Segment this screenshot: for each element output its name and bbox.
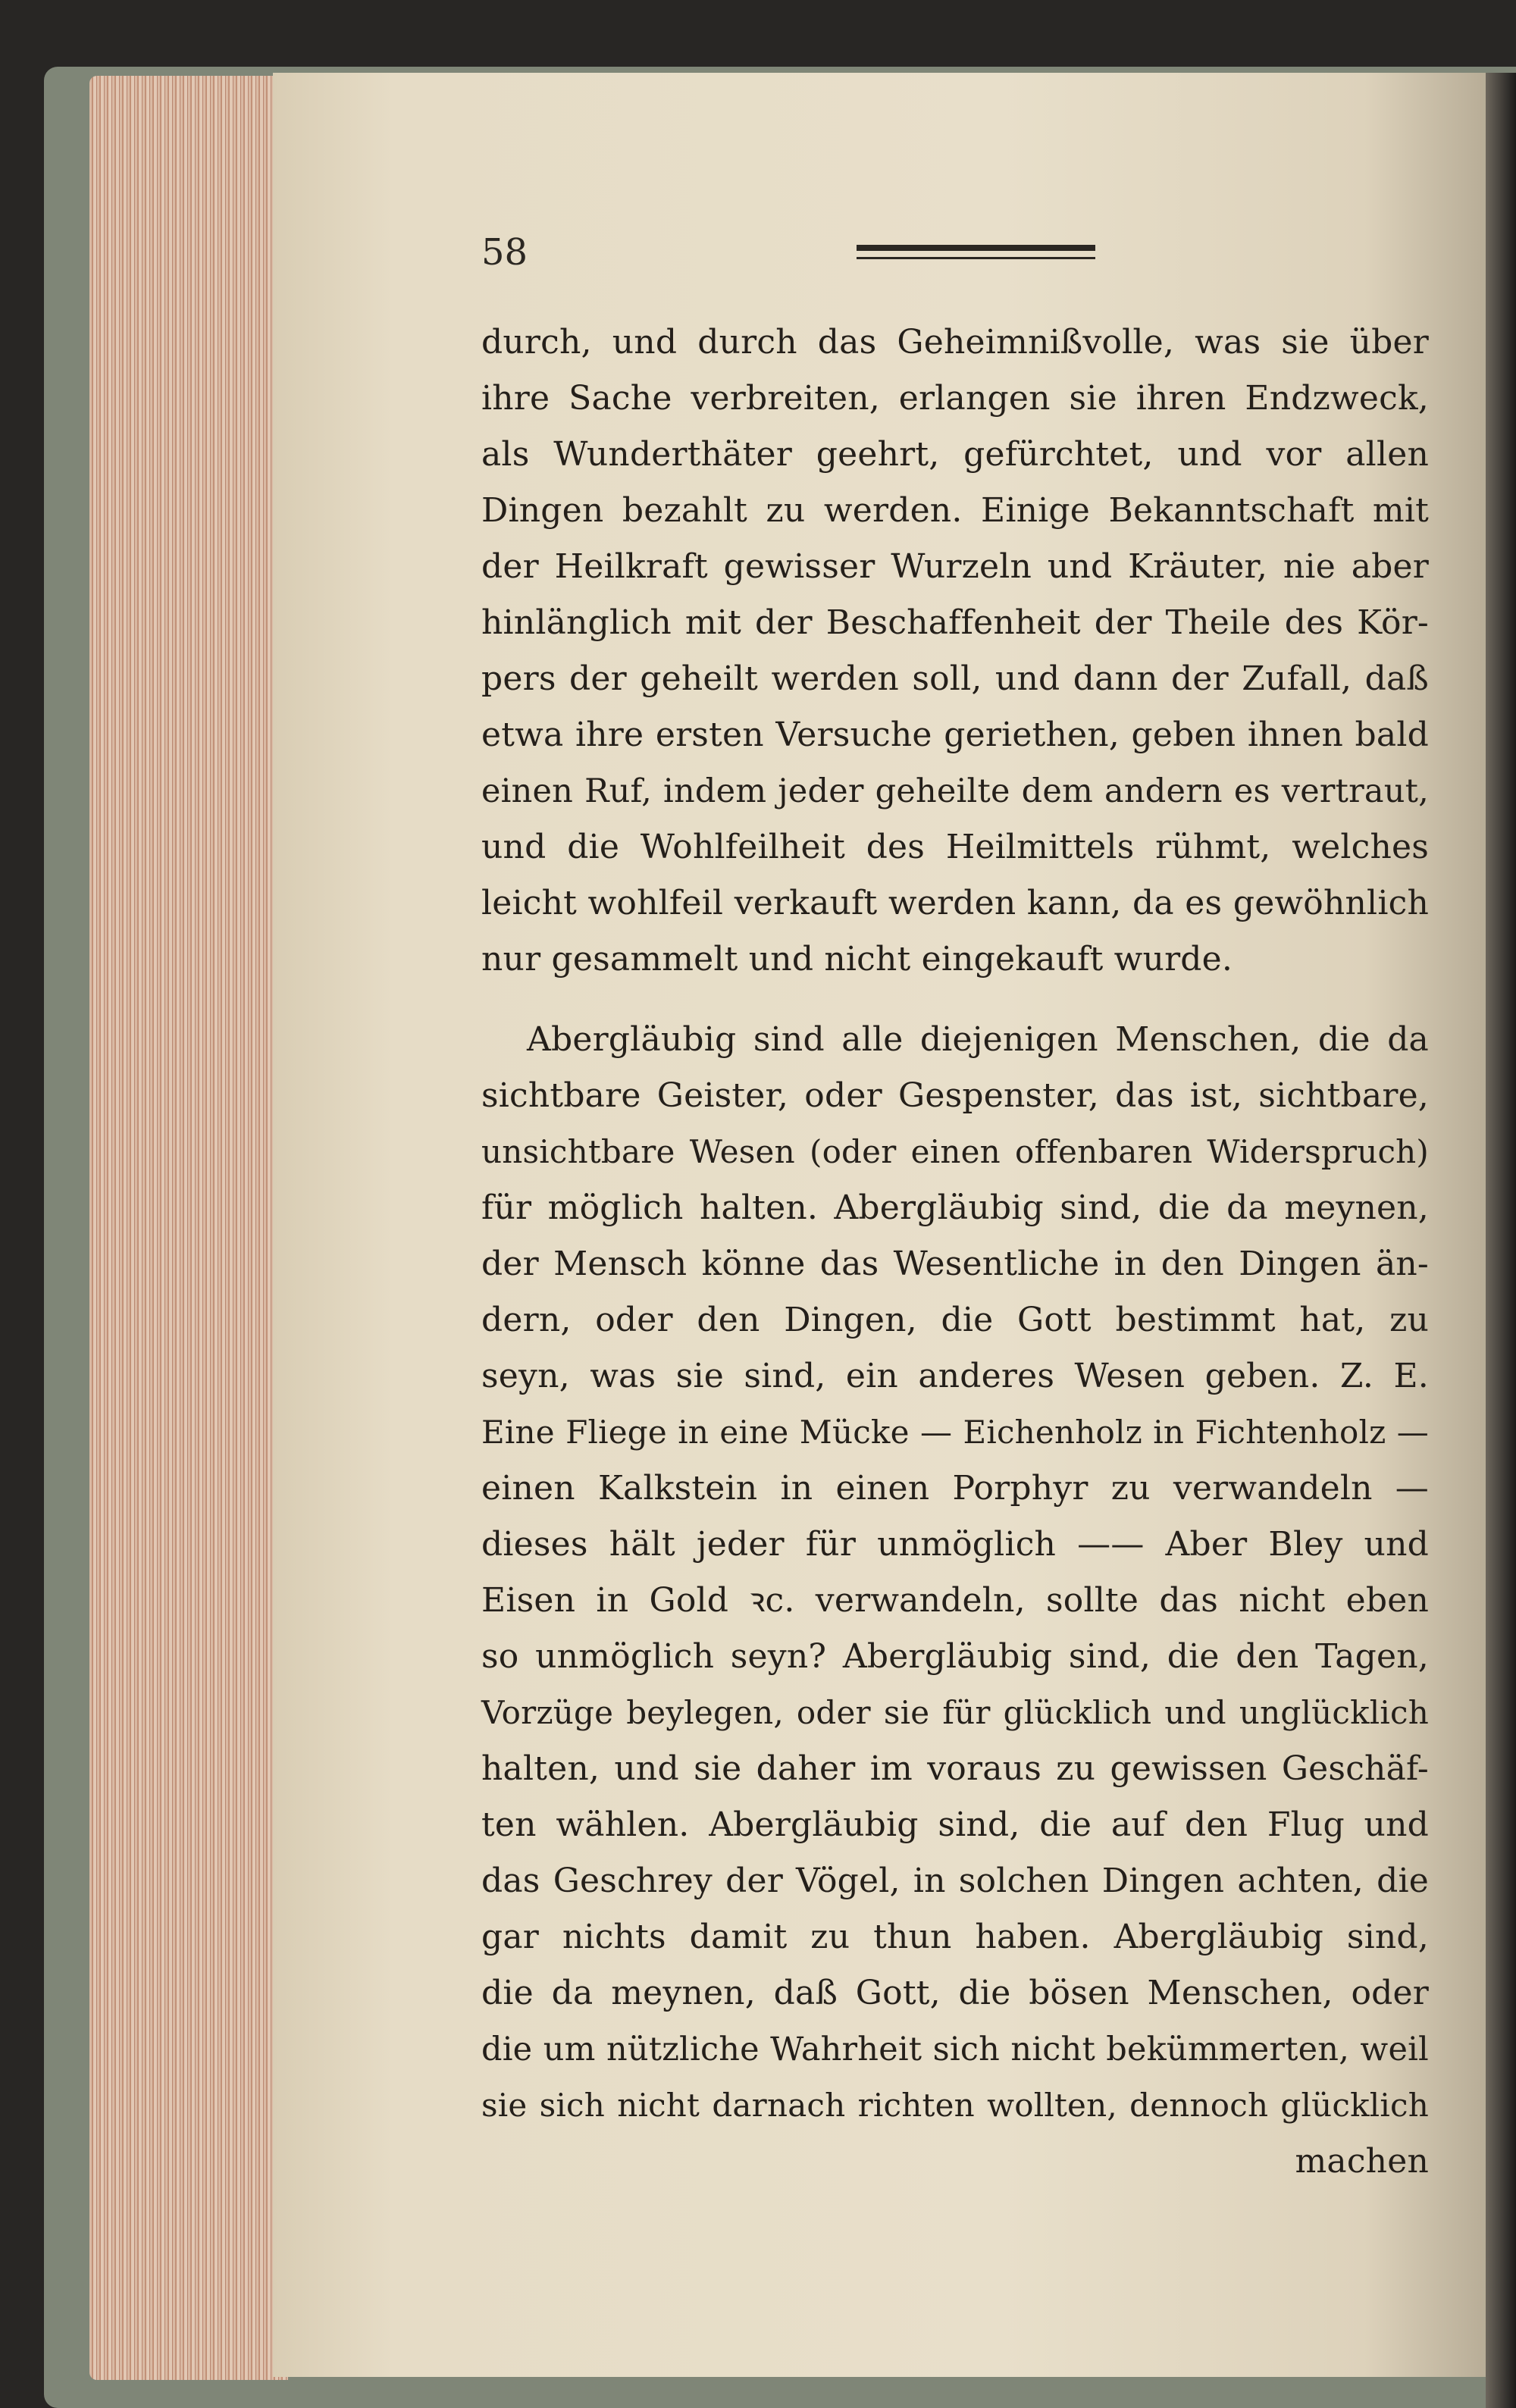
text-line: die da meynen, daß Gott, die bösen Menschen, oder	[481, 1974, 1429, 2012]
text-line: halten, und sie daher im voraus zu gewissen Geschäf-	[481, 1749, 1429, 1788]
text-line: sichtbare Geister, oder Gespenster, das ist, sichtbare,	[481, 1076, 1429, 1115]
text-line: die um nützliche Wahrheit sich nicht bekümmerten, weil	[481, 2031, 1429, 2068]
text-line: dieses hält jeder für unmöglich —— Aber Bley und	[481, 1525, 1429, 1564]
text-line: pers der geheilt werden soll, und dann der Zufall, daß	[481, 659, 1429, 698]
text-line: so unmöglich seyn? Abergläubig sind, die den Tagen,	[481, 1637, 1429, 1676]
text-line: gar nichts damit zu thun haben. Abergläubig sind,	[481, 1918, 1429, 1956]
paragraph-1	[481, 315, 1429, 988]
text-line: nur gesammelt und nicht eingekauft wurde.	[481, 940, 1233, 979]
text-line: leicht wohlfeil verkauft werden kann, da es gewöhnlich	[481, 884, 1429, 922]
text-line: durch, und durch das Geheimnißvolle, was sie über	[481, 323, 1429, 362]
text-line: Eisen in Gold ꝛc. verwandeln, sollte das nicht eben	[481, 1581, 1429, 1620]
text-line: ten wählen. Abergläubig sind, die auf den Flug und	[481, 1805, 1429, 1844]
text-line: Dingen bezahlt zu werden. Einige Bekanntschaft mit	[481, 491, 1429, 530]
text-line: und die Wohlfeilheit des Heilmittels rühmt, welches	[481, 828, 1429, 866]
text-line: seyn, was sie sind, ein anderes Wesen geben. Z. E.	[481, 1357, 1429, 1395]
text-line: etwa ihre ersten Versuche geriethen, geben ihnen bald	[481, 716, 1429, 754]
text-line: einen Ruf, indem jeder geheilte dem andern es vertraut,	[481, 772, 1429, 810]
text-line: als Wunderthäter geehrt, gefürchtet, und vor allen	[481, 435, 1429, 474]
text-line: dern, oder den Dingen, die Gott bestimmt hat, zu	[481, 1301, 1429, 1339]
text-line: unsichtbare Wesen (oder einen offenbaren Widerspruch)	[481, 1133, 1429, 1170]
header-rule-thin	[857, 257, 1095, 259]
catchword: machen	[1295, 2142, 1429, 2181]
page-header	[481, 231, 1429, 292]
text-line: hinlänglich mit der Beschaffenheit der Theile des Kör-	[481, 603, 1429, 642]
page-edges	[89, 76, 288, 2380]
text-line: der Heilkraft gewisser Wurzeln und Kräuter, nie aber	[481, 547, 1429, 586]
page-shadow	[1486, 73, 1516, 2408]
text-line: das Geschrey der Vögel, in solchen Dingen achten, die	[481, 1862, 1429, 1900]
text-line: Vorzüge beylegen, oder sie für glücklich und unglücklich	[481, 1694, 1429, 1731]
text-line: ihre Sache verbreiten, erlangen sie ihren Endzweck,	[481, 379, 1429, 418]
text-line: für möglich halten. Abergläubig sind, die da meynen,	[481, 1188, 1429, 1227]
text-line: einen Kalkstein in einen Porphyr zu verwandeln —	[481, 1469, 1429, 1508]
text-line: Abergläubig sind alle diejenigen Menschen, die da	[527, 1020, 1429, 1059]
text-line: Eine Fliege in eine Mücke — Eichenholz in Fichtenholz —	[481, 1414, 1429, 1451]
page-number: 58	[481, 231, 528, 274]
text-line: sie sich nicht darnach richten wollten, dennoch glücklich	[481, 2087, 1429, 2124]
paragraph-2	[481, 1012, 1429, 2190]
text-line: der Mensch könne das Wesentliche in den Dingen än-	[481, 1245, 1429, 1283]
header-rule	[857, 245, 1095, 251]
